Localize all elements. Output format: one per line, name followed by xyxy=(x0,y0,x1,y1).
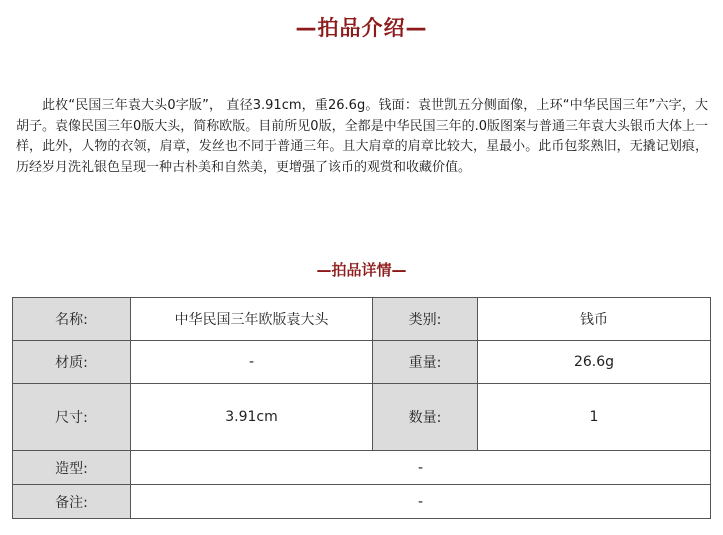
shape-value: - xyxy=(131,451,711,485)
weight-value: 26.6g xyxy=(478,341,711,384)
category-label: 类别: xyxy=(373,298,478,341)
remark-label: 备注: xyxy=(13,485,131,519)
remark-value: - xyxy=(131,485,711,519)
section-title-intro: —拍品介绍— xyxy=(295,16,428,40)
material-label: 材质: xyxy=(13,341,131,384)
category-value: 钱币 xyxy=(478,298,711,341)
table-row xyxy=(13,384,711,451)
quantity-value: 1 xyxy=(478,384,711,451)
item-description xyxy=(16,96,708,178)
weight-label: 重量: xyxy=(373,341,478,384)
description-text: 此枚“民国三年袁大头0字版”， 直径3.91cm，重26.6g。钱面：袁世凯五分侧面像，上环“中华民国三年”六字，大胡子。袁像民国三年0版大头，简称欧版。目前所见0版，全都是中华民国三年的.0版图案与普通三年袁大头银币大体上一样，此外，人物的衣领，肩章，发丝也不同于普通三年。且大肩章的肩章比较大，星最小。此币包浆熟旧，无撬记划痕，历经岁月洗礼银色呈现一种古朴美和自然美，更增强了该币的观赏和收藏价值。 xyxy=(16,98,708,175)
size-value: 3.91cm xyxy=(131,384,373,451)
table-row xyxy=(13,298,711,341)
table-row xyxy=(13,341,711,384)
material-value: - xyxy=(131,341,373,384)
details-table xyxy=(12,297,711,519)
size-label: 尺寸: xyxy=(13,384,131,451)
name-label: 名称: xyxy=(13,298,131,341)
shape-label: 造型: xyxy=(13,451,131,485)
name-value: 中华民国三年欧版袁大头 xyxy=(131,298,373,341)
table-row xyxy=(13,485,711,519)
quantity-label: 数量: xyxy=(373,384,478,451)
section-title-details: —拍品详情— xyxy=(316,261,407,279)
table-row xyxy=(13,451,711,485)
